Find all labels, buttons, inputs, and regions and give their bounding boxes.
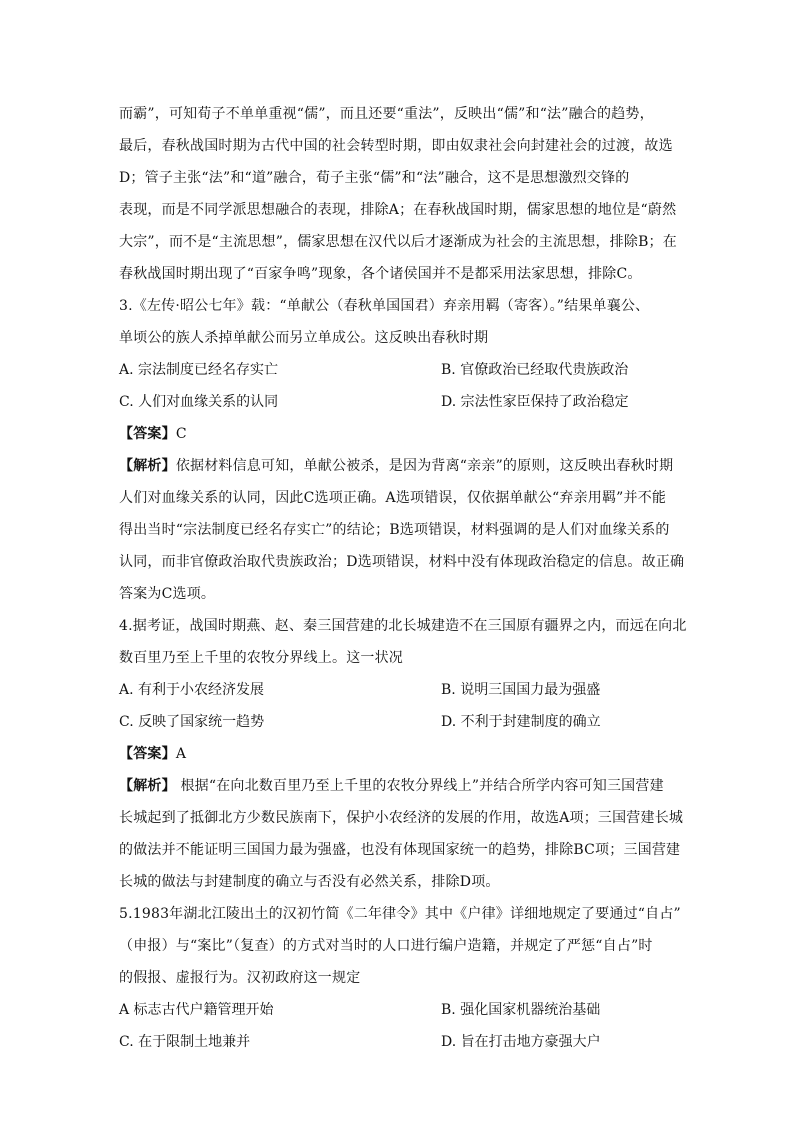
question-stem: 的假报、虚报行为。汉初政府这一规定 — [119, 970, 361, 986]
options-row — [119, 354, 679, 386]
text-line: 春秋战国时期出现了“百家争鸣”现象，各个诸侯国并不是都采用法家思想，排除C。 — [119, 266, 642, 282]
text-line: 最后，春秋战国时期为古代中国的社会转型时期，即由奴隶社会向封建社会的过渡，故选 — [119, 138, 673, 154]
options-row — [119, 674, 679, 706]
answer-line — [119, 738, 679, 770]
analysis-text: 得出当时“宗法制度已经名存实亡”的结论；B选项错误，材料强调的是人们对血缘关系的 — [119, 522, 670, 538]
option-b: B. 说明三国国力最为强盛 — [441, 682, 601, 698]
options-row — [119, 706, 679, 738]
option-d: D. 宗法性家臣保持了政治稳定 — [441, 394, 629, 410]
option-a: A. 宗法制度已经名存实亡 — [119, 362, 279, 378]
analysis-text: 人们对血缘关系的认同，因此C选项正确。A选项错误，仅依据单献公“弃亲用羁”并不能 — [119, 490, 667, 506]
question-stem: 3.《左传·昭公七年》载：“单献公（春秋单国国君）弃亲用羁（寄客）。”结果单襄公、 — [119, 298, 650, 314]
analysis-tag: 【解析】 — [119, 458, 176, 474]
option-b: B. 强化国家机器统治基础 — [441, 1002, 601, 1018]
answer-tag: 【答案】 — [119, 426, 176, 442]
text-line: 大宗”，而不是“主流思想”，儒家思想在汉代以后才逐渐成为社会的主流思想，排除B；在 — [119, 234, 677, 250]
question-3 — [119, 290, 685, 610]
analysis-text: 答案为C选项。 — [119, 586, 216, 602]
option-c: C. 反映了国家统一趋势 — [119, 714, 265, 730]
text-line: 表现，而是不同学派思想融合的表现，排除A；在春秋战国时期，儒家思想的地位是“蔚然 — [119, 202, 677, 218]
question-stem: （申报）与“案比”（复查）的方式对当时的人口进行编户造籍，并规定了严惩“自占”时 — [119, 938, 653, 954]
question-stem: 5.1983年湖北江陵出土的汉初竹简《二年律令》其中《户律》详细地规定了要通过“自占” — [119, 906, 681, 922]
analysis-line — [119, 450, 679, 482]
analysis-text: 认同，而非官僚政治取代贵族政治；D选项错误，材料中没有体现政治稳定的信息。故正确 — [119, 554, 685, 570]
options-row — [119, 1026, 679, 1058]
prev-explanation — [119, 98, 679, 290]
option-a: A 标志古代户籍管理开始 — [119, 1002, 274, 1018]
analysis-text: 的做法并不能证明三国国力最为强盛，也没有体现国家统一的趋势，排除BC项；三国营建 — [119, 842, 681, 858]
option-a: A. 有利于小农经济发展 — [119, 682, 265, 698]
option-c: C. 人们对血缘关系的认同 — [119, 394, 279, 410]
question-stem: 数百里乃至上千里的农牧分界线上。这一状况 — [119, 650, 403, 666]
option-d: D. 不利于封建制度的确立 — [441, 714, 601, 730]
analysis-text: 长城起到了抵御北方少数民族南下，保护小农经济的发展的作用，故选A项；三国营建长城 — [119, 810, 684, 826]
answer-value: A — [175, 746, 187, 762]
text-line: 而霸”，可知荀子不单单重视“儒”，而且还要“重法”，反映出“儒”和“法”融合的趋势， — [119, 106, 654, 122]
question-4 — [119, 610, 687, 898]
analysis-text: 依据材料信息可知，单献公被杀，是因为背离“亲亲”的原则，这反映出春秋时期 — [175, 458, 674, 474]
question-stem: 4.据考证，战国时期燕、赵、秦三国营建的北长城建造不在三国原有疆界之内，而远在向北 — [119, 618, 687, 634]
analysis-text: 根据“在向北数百里乃至上千里的农牧分界线上”并结合所学内容可知三国营建 — [175, 778, 664, 794]
options-row — [119, 994, 679, 1026]
analysis-line — [119, 770, 679, 802]
analysis-text: 长城的做法与封建制度的确立与否没有必然关系，排除D项。 — [119, 874, 500, 890]
document-content — [119, 98, 687, 1058]
option-c: C. 在于限制土地兼并 — [119, 1034, 251, 1050]
option-b: B. 官僚政治已经取代贵族政治 — [441, 362, 629, 378]
answer-value: C — [175, 426, 187, 442]
answer-tag: 【答案】 — [119, 746, 176, 762]
question-5 — [119, 898, 679, 1058]
answer-line — [119, 418, 679, 450]
text-line: D；管子主张“法”和“道”融合，荀子主张“儒”和“法”融合，这不是思想激烈交锋的 — [119, 170, 630, 186]
analysis-tag: 【解析】 — [119, 778, 176, 794]
question-stem: 单顷公的族人杀掉单献公而另立单成公。这反映出春秋时期 — [119, 330, 489, 346]
option-d: D. 旨在打击地方豪强大户 — [441, 1034, 601, 1050]
options-row — [119, 386, 679, 418]
